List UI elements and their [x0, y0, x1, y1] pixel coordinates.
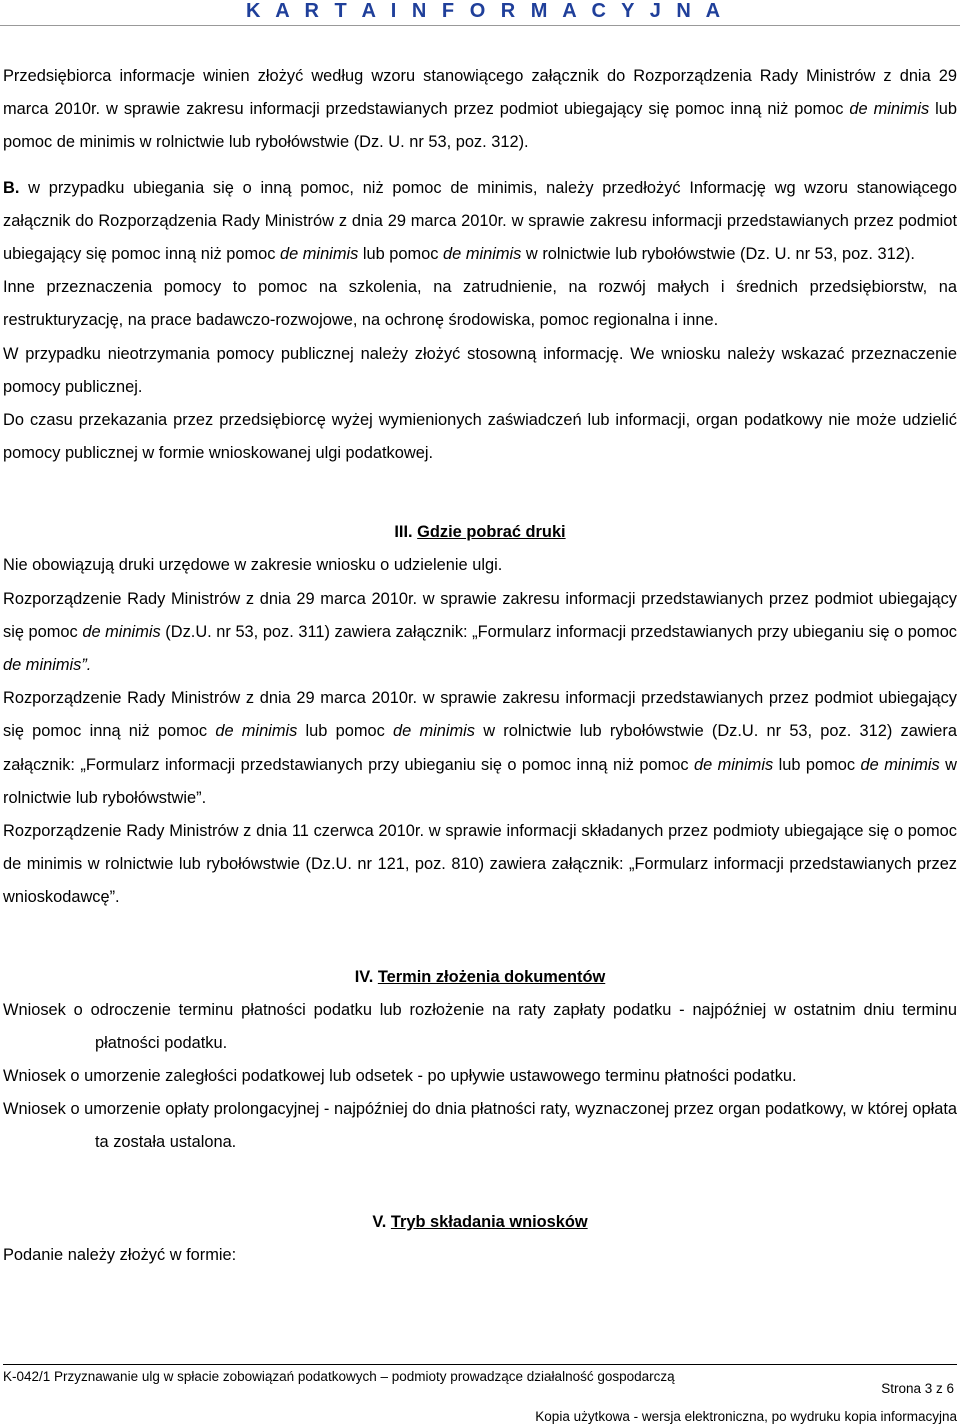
paragraph-until: Do czasu przekazania przez przedsiębiorcę wyżej wymienionych zaświadczeń lub informacji, organ podatkowy nie może udzielić pomocy publicznej w formie wnioskowanej ulgi podatkowej.: [3, 411, 957, 463]
footer-document-name: K-042/1 Przyznawanie ulg w spłacie zobowiązań podatkowych – podmioty prowadzące działalność gospodarczą: [3, 1369, 675, 1384]
document-title: K A R T A I N F O R M A C Y J N A: [246, 0, 726, 22]
section-5-p1: Podanie należy złożyć w formie:: [3, 1245, 237, 1264]
paragraph-no-aid: W przypadku nieotrzymania pomocy publicznej należy złożyć stosowną informację. We wniosku należy wskazać przeznaczenie pomocy publicznej.: [3, 344, 957, 396]
section-3-p1: Nie obowiązują druki urzędowe w zakresie wniosku o udzielenie ulgi.: [3, 556, 503, 575]
header-band: [0, 0, 960, 26]
section-3-p3: Rozporządzenie Rady Ministrów z dnia 29 marca 2010r. w sprawie zakresu informacji przedstawianych przez podmiot ubiegający się pomoc inną niż pomoc de minimis lub pomoc de minimis w rolnictwie lub rybołówstwie (Dz.U. nr 53, poz. 312) zawiera załącznik: „Formularz informacji przedstawianych przy ubieganiu się o pomoc inną niż pomoc de minimis lub pomoc de minimis w rolnictwie lub rybołówstwie”.: [3, 689, 957, 807]
section-4-heading: IV. Termin złożenia dokumentów: [354, 967, 606, 986]
section-3-heading: III. Gdzie pobrać druki: [394, 523, 566, 542]
paragraph-b: B. w przypadku ubiegania się o inną pomoc, niż pomoc de minimis, należy przedłożyć Informację wg wzoru stanowiącego załącznik do Rozporządzenia Rady Ministrów z dnia 29 marca 2010r. w sprawie zakresu informacji przedstawianych przez podmiot ubiegający się pomoc inną niż pomoc de minimis lub pomoc de minimis w rolnictwie lub rybołówstwie (Dz. U. nr 53, poz. 312).: [3, 178, 957, 264]
page-footer: [3, 1364, 957, 1424]
section-4-item: Wniosek o odroczenie terminu płatności podatku lub rozłożenie na raty zapłaty podatku - najpóźniej w ostatnim dniu terminu płatności podatku.: [3, 1000, 957, 1052]
paragraph-purposes: Inne przeznaczenia pomocy to pomoc na szkolenia, na zatrudnienie, na rozwój małych i średnich przedsiębiorstw, na restrukturyzację, na prace badawczo-rozwojowe, na ochronę środowiska, pomoc regionalna i inne.: [3, 278, 957, 330]
page-body: [3, 60, 957, 1272]
section-3-p4: Rozporządzenie Rady Ministrów z dnia 11 czerwca 2010r. w sprawie informacji składanych przez podmioty ubiegające się o pomoc de minimis w rolnictwie lub rybołówstwie (Dz.U. nr 121, poz. 810) zawiera załącznik: „Formularz informacji przedstawianych przez wnioskodawcę”.: [3, 822, 957, 907]
section-4-item: Wniosek o umorzenie zaległości podatkowej lub odsetek - po upływie ustawowego terminu płatności podatku.: [3, 1067, 797, 1086]
footer-page-number: Strona 3 z 6: [881, 1381, 954, 1396]
intro-paragraph: Przedsiębiorca informacje winien złożyć według wzoru stanowiącego załącznik do Rozporządzenia Rady Ministrów z dnia 29 marca 2010r. w sprawie zakresu informacji przedstawianych przez podmiot ubiegający się pomoc inną niż pomoc de minimis lub pomoc de minimis w rolnictwie lub rybołówstwie (Dz. U. nr 53, poz. 312).: [3, 67, 957, 152]
section-4-item: Wniosek o umorzenie opłaty prolongacyjnej - najpóźniej do dnia płatności raty, wyznaczonej przez organ podatkowy, w której opłata ta została ustalona.: [3, 1100, 957, 1152]
footer-copy-note: Kopia użytkowa - wersja elektroniczna, po wydruku kopia informacyjna: [535, 1409, 957, 1424]
section-3-p2: Rozporządzenie Rady Ministrów z dnia 29 marca 2010r. w sprawie zakresu informacji przedstawianych przez podmiot ubiegający się pomoc de minimis (Dz.U. nr 53, poz. 311) zawiera załącznik: „Formularz informacji przedstawianych przy ubieganiu się o pomoc de minimis”.: [3, 589, 958, 675]
section-5-heading: V. Tryb składania wniosków: [372, 1212, 588, 1231]
